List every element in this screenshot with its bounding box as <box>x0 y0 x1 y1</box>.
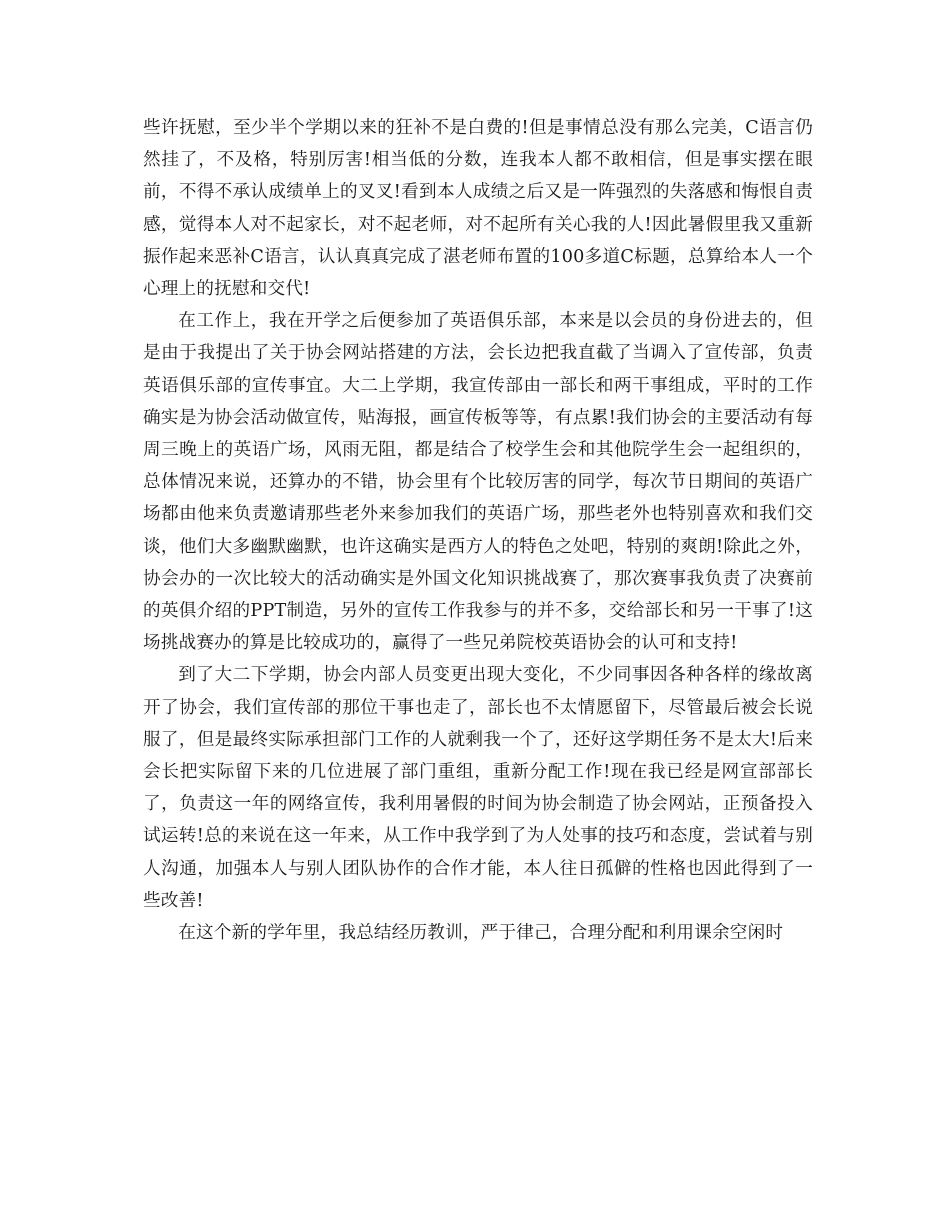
paragraph-new-year: 在这个新的学年里，我总结经历教训，严于律己，合理分配和利用课余空闲时 <box>178 923 784 944</box>
paragraph-second-semester: 到了大二下学期，协会内部人员变更出现大变化，不少同事因各种各样的缘故离开了协会，我们宣传部的那位干事也走了，部长也不太情愿留下，尽管最后被会长说服了，但是最终实际承担部门工作的人就剩我一个了，还好这学期任务不是太大!后来会长把实际留下来的几位进展了部门重组，重新分配工作!现在我已经是网宣部部长了，负责这一年的网络宣传，我利用暑假的时间为协会制造了协会网站，正预备投入试运转!总的来说在这一年来，从工作中我学到了为人处事的技巧和态度，尝试着与别人沟通，加强本人与别人团队协作的合作才能，本人往日孤僻的性格也因此得到了一些改善! <box>143 665 813 911</box>
document-body <box>143 112 813 949</box>
paragraph-work: 在工作上，我在开学之后便参加了英语俱乐部，本来是以会员的身份进去的，但是由于我提出了关于协会网站搭建的方法，会长边把我直截了当调入了宣传部，负责英语俱乐部的宣传事宜。大二上学期，我宣传部由一部长和两干事组成，平时的工作确实是为协会活动做宣传，贴海报，画宣传板等等，有点累!我们协会的主要活动有每周三晚上的英语广场，风雨无阻，都是结合了校学生会和其他院学生会一起组织的，总体情况来说，还算办的不错，协会里有个比较厉害的同学，每次节日期间的英语广场都由他来负责邀请那些老外来参加我们的英语广场，那些老外也特别喜欢和我们交谈，他们大多幽默幽默，也许这确实是西方人的特色之处吧，特别的爽朗!除此之外，协会办的一次比较大的活动确实是外国文化知识挑战赛了，那次赛事我负责了决赛前的英俱介绍的PPT制造，另外的宣传工作我参与的并不多，交给部长和另一干事了!这场挑战赛办的算是比较成功的，赢得了一些兄弟院校英语协会的认可和支持! <box>143 311 813 654</box>
paragraph-continuation: 些许抚慰，至少半个学期以来的狂补不是白费的!但是事情总没有那么完美，C语言仍然挂了，不及格，特别厉害!相当低的分数，连我本人都不敢相信，但是事实摆在眼前，不得不承认成绩单上的叉叉!看到本人成绩之后又是一阵强烈的失落感和悔恨自责感，觉得本人对不起家长，对不起老师，对不起所有关心我的人!因此暑假里我又重新振作起来恶补C语言，认认真真完成了湛老师布置的100多道C标题，总算给本人一个心理上的抚慰和交代! <box>143 118 813 300</box>
